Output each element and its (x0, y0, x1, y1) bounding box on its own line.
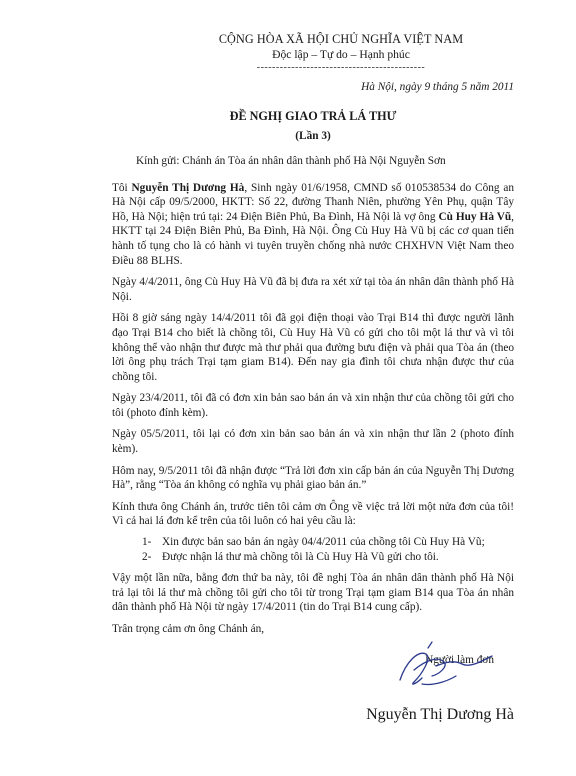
request-number: 2- (142, 550, 152, 563)
intro-text-b: , Sinh ngày 01/6/1958, CMND số 010538534 do Công an Hà Nội cấp 09/5/2000, HKTT: Số 22, đường Thanh Niên, phường Yên Phụ, quận Tây Hồ, Hà Nội; hiện trú tại: 24 Điện Biên Phủ, Ba Đình, Hà Nội là vợ ông (112, 181, 515, 223)
paragraph-closing: Trân trọng cảm ơn ông Chánh án, (112, 623, 265, 635)
request-number: 1- (142, 536, 152, 549)
paragraph-phone-call: Hồi 8 giờ sáng ngày 14/4/2011 tôi đã gọi điện thoại vào Trại B14 thì được người lãnh đạo Trại B14 cho biết là chồng tôi, Cù Huy Hà Vũ có gửi cho tôi một lá thư và vì tôi không thể vào nhận thư được mà thư phải qua đường bưu điện và phải qua Tòa án (theo lời ông phụ trách Trại tạm giam B14). Đến nay gia đình tôi chưa nhận được thư của chồng tôi. (112, 312, 514, 383)
request-list (112, 535, 514, 564)
header-separator: -------------------------------------------- (256, 62, 426, 74)
paragraph-first-request: Ngày 23/4/2011, tôi đã có đơn xin bản sao bản án và xin nhận thư của chồng tôi gửi cho tôi (photo đính kèm). (112, 392, 514, 419)
intro-text-a: Tôi (112, 181, 132, 194)
paragraph-court-reply: Hôm nay, 9/5/2011 tôi đã nhận được “Trả lời đơn xin cấp bản án của Nguyễn Thị Dương Hà”, rằng “Tòa án không có nghĩa vụ phải giao bản án.” (112, 464, 514, 492)
request-text: Được nhận lá thư mà chồng tôi là Cù Huy Hà Vũ gửi cho tôi. (162, 550, 439, 563)
author-name: Nguyễn Thị Dương Hà (131, 181, 245, 194)
recipient-line: Kính gửi: Chánh án Tòa án nhân dân thành phố Hà Nội Nguyễn Sơn (136, 154, 446, 167)
paragraph-second-request: Ngày 05/5/2011, tôi lại có đơn xin bản sao bản án và xin nhận thư lần 2 (photo đính kèm). (112, 428, 514, 456)
national-title: CỘNG HÒA XÃ HỘI CHỦ NGHĨA VIỆT NAM (218, 32, 464, 46)
document-title: ĐỀ NGHỊ GIAO TRẢ LÁ THƯ (229, 108, 397, 123)
handwritten-signature (392, 640, 502, 696)
dateline: Hà Nội, ngày 9 tháng 5 năm 2011 (361, 81, 514, 94)
national-motto: Độc lập – Tự do – Hạnh phúc (272, 47, 410, 61)
paragraph-thanks-and-demands: Kính thưa ông Chánh án, trước tiên tôi cảm ơn Ông về việc trả lời một nửa đơn của tôi! Vì cả hai lá đơn kể trên của tôi luôn có hai yêu cầu là: (112, 500, 514, 528)
intro-text-c: , HKTT tại 24 Điện Biên Phủ, Ba Đình, Hà Nội. Ông Cù Huy Hà Vũ bị các cơ quan tiến hành tố tụng cho là có hành vi tuyên truyền chống nhà nước CHXHVN Việt Nam theo Điều 88 BLHS. (112, 210, 514, 267)
paragraph-third-request: Vậy một lần nữa, bằng đơn thứ ba này, tôi đề nghị Tòa án nhân dân thành phố Hà Nội trả lại tôi lá thư mà chồng tôi gửi cho tôi từ trong Trại tạm giam B14 qua Tòa án nhân dân thành phố Hà Nội từ ngày 17/4/2011 (tin do Trại B14 cung cấp). (112, 572, 514, 614)
sender-label: Người làm đơn (425, 653, 494, 666)
list-item (142, 535, 514, 550)
sender-name: Nguyễn Thị Dương Hà (366, 706, 514, 723)
request-text: Xin được bản sao bản án ngày 04/4/2011 của chồng tôi Cù Huy Hà Vũ; (162, 536, 485, 549)
paragraph-introduction (112, 181, 514, 269)
husband-name: Cù Huy Hà Vũ (438, 210, 512, 223)
list-item (142, 550, 514, 565)
document-subtitle: (Lần 3) (295, 130, 331, 143)
paragraph-trial: Ngày 4/4/2011, ông Cù Huy Hà Vũ đã bị đưa ra xét xử tại tòa án nhân dân thành phố Hà Nội. (112, 276, 514, 303)
